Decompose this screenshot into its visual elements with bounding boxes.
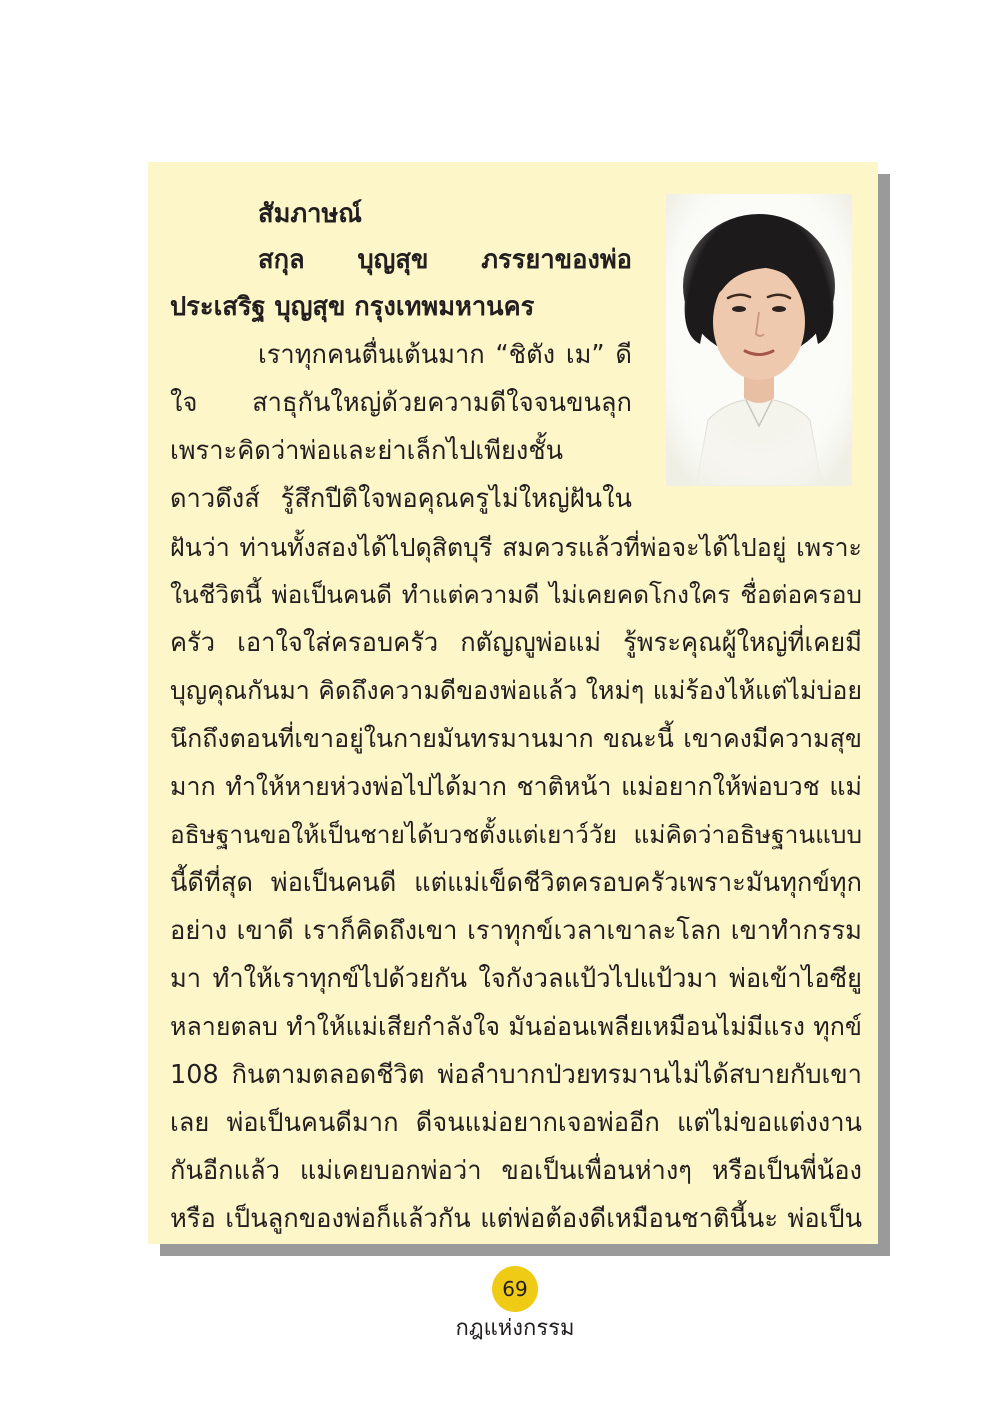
- body-line: ฝันว่า ท่านทั้งสองได้ไปดุสิตบุรี สมควรแล้วที่พ่อจะได้ไปอยู่ เพราะ: [170, 533, 862, 562]
- body-line: หลายตลบ ทำให้แม่เสียกำลังใจ มันอ่อนเพลียเหมือนไม่มีแรง ทุกข์: [170, 1012, 862, 1041]
- body-line: อย่าง เขาดี เราก็คิดถึงเขา เราทุกข์เวลาเขาละโลก เขาทำกรรม: [170, 916, 862, 946]
- body-line: เราทุกคนตื่นเต้นมาก “ชิตัง เม” ดี: [258, 340, 632, 370]
- body-line: นึกถึงตอนที่เขาอยู่ในกายมันทรมานมาก ขณะนี้ เขาคงมีความสุข: [170, 724, 862, 753]
- body-line: ใจ สาธุกันใหญ่ด้วยความดีใจจนขนลุก: [170, 388, 632, 418]
- body-line: อธิษฐานขอให้เป็นชายได้บวชตั้งแต่เยาว์วัย แม่คิดว่าอธิษฐานแบบ: [170, 820, 862, 849]
- heading-interviewee: สกุล บุญสุข ภรรยาของพ่อ: [258, 245, 632, 275]
- body-line: ในชีวิตนี้ พ่อเป็นคนดี ทำแต่ความดี ไม่เคยคดโกงใคร ชื่อต่อครอบ: [170, 580, 862, 609]
- body-line: กันอีกแล้ว แม่เคยบอกพ่อว่า ขอเป็นเพื่อนห่างๆ หรือเป็นพี่น้อง: [170, 1156, 862, 1186]
- book-title: กฎแห่งกรรม: [455, 1316, 575, 1341]
- body-line: ครัว เอาใจใส่ครอบครัว กตัญญูพ่อแม่ รู้พระคุณผู้ใหญ่ที่เคยมี: [170, 628, 862, 658]
- body-line: หรือ เป็นลูกของพ่อก็แล้วกัน แต่พ่อต้องดีเหมือนชาตินี้นะ พ่อเป็น: [170, 1204, 862, 1234]
- heading-interviewee-continued: ประเสริฐ บุญสุข กรุงเทพมหานคร: [170, 292, 535, 322]
- body-line: ดาวดึงส์ รู้สึกปีติใจพอคุณครูไม่ใหญ่ฝันใน: [170, 484, 632, 514]
- body-line: มา ทำให้เราทุกข์ไปด้วยกัน ใจกังวลแป้วไปแป้วมา พ่อเข้าไอซียู: [170, 964, 862, 994]
- portrait-photo-image: [666, 194, 852, 486]
- body-line: มาก ทำให้หายห่วงพ่อไปได้มาก ชาติหน้า แม่อยากให้พ่อบวช แม่: [170, 772, 862, 801]
- page-number: 69: [492, 1266, 538, 1312]
- heading-label: สัมภาษณ์: [258, 199, 362, 229]
- body-line: เพราะคิดว่าพ่อและย่าเล็กไปเพียงชั้น: [170, 436, 564, 466]
- body-line: บุญคุณกันมา คิดถึงความดีของพ่อแล้ว ใหม่ๆ แม่ร้องไห้แต่ไม่บ่อย: [170, 676, 862, 705]
- portrait-photo: [666, 194, 852, 486]
- body-line: 108 กินตามตลอดชีวิต พ่อลำบากป่วยทรมานไม่ได้สบายกับเขา: [170, 1060, 862, 1090]
- body-line: นี้ดีที่สุด พ่อเป็นคนดี แต่แม่เข็ดชีวิตครอบครัวเพราะมันทุกข์ทุก: [170, 868, 862, 898]
- body-line: เลย พ่อเป็นคนดีมาก ดีจนแม่อยากเจอพ่ออีก แต่ไม่ขอแต่งงาน: [170, 1108, 862, 1138]
